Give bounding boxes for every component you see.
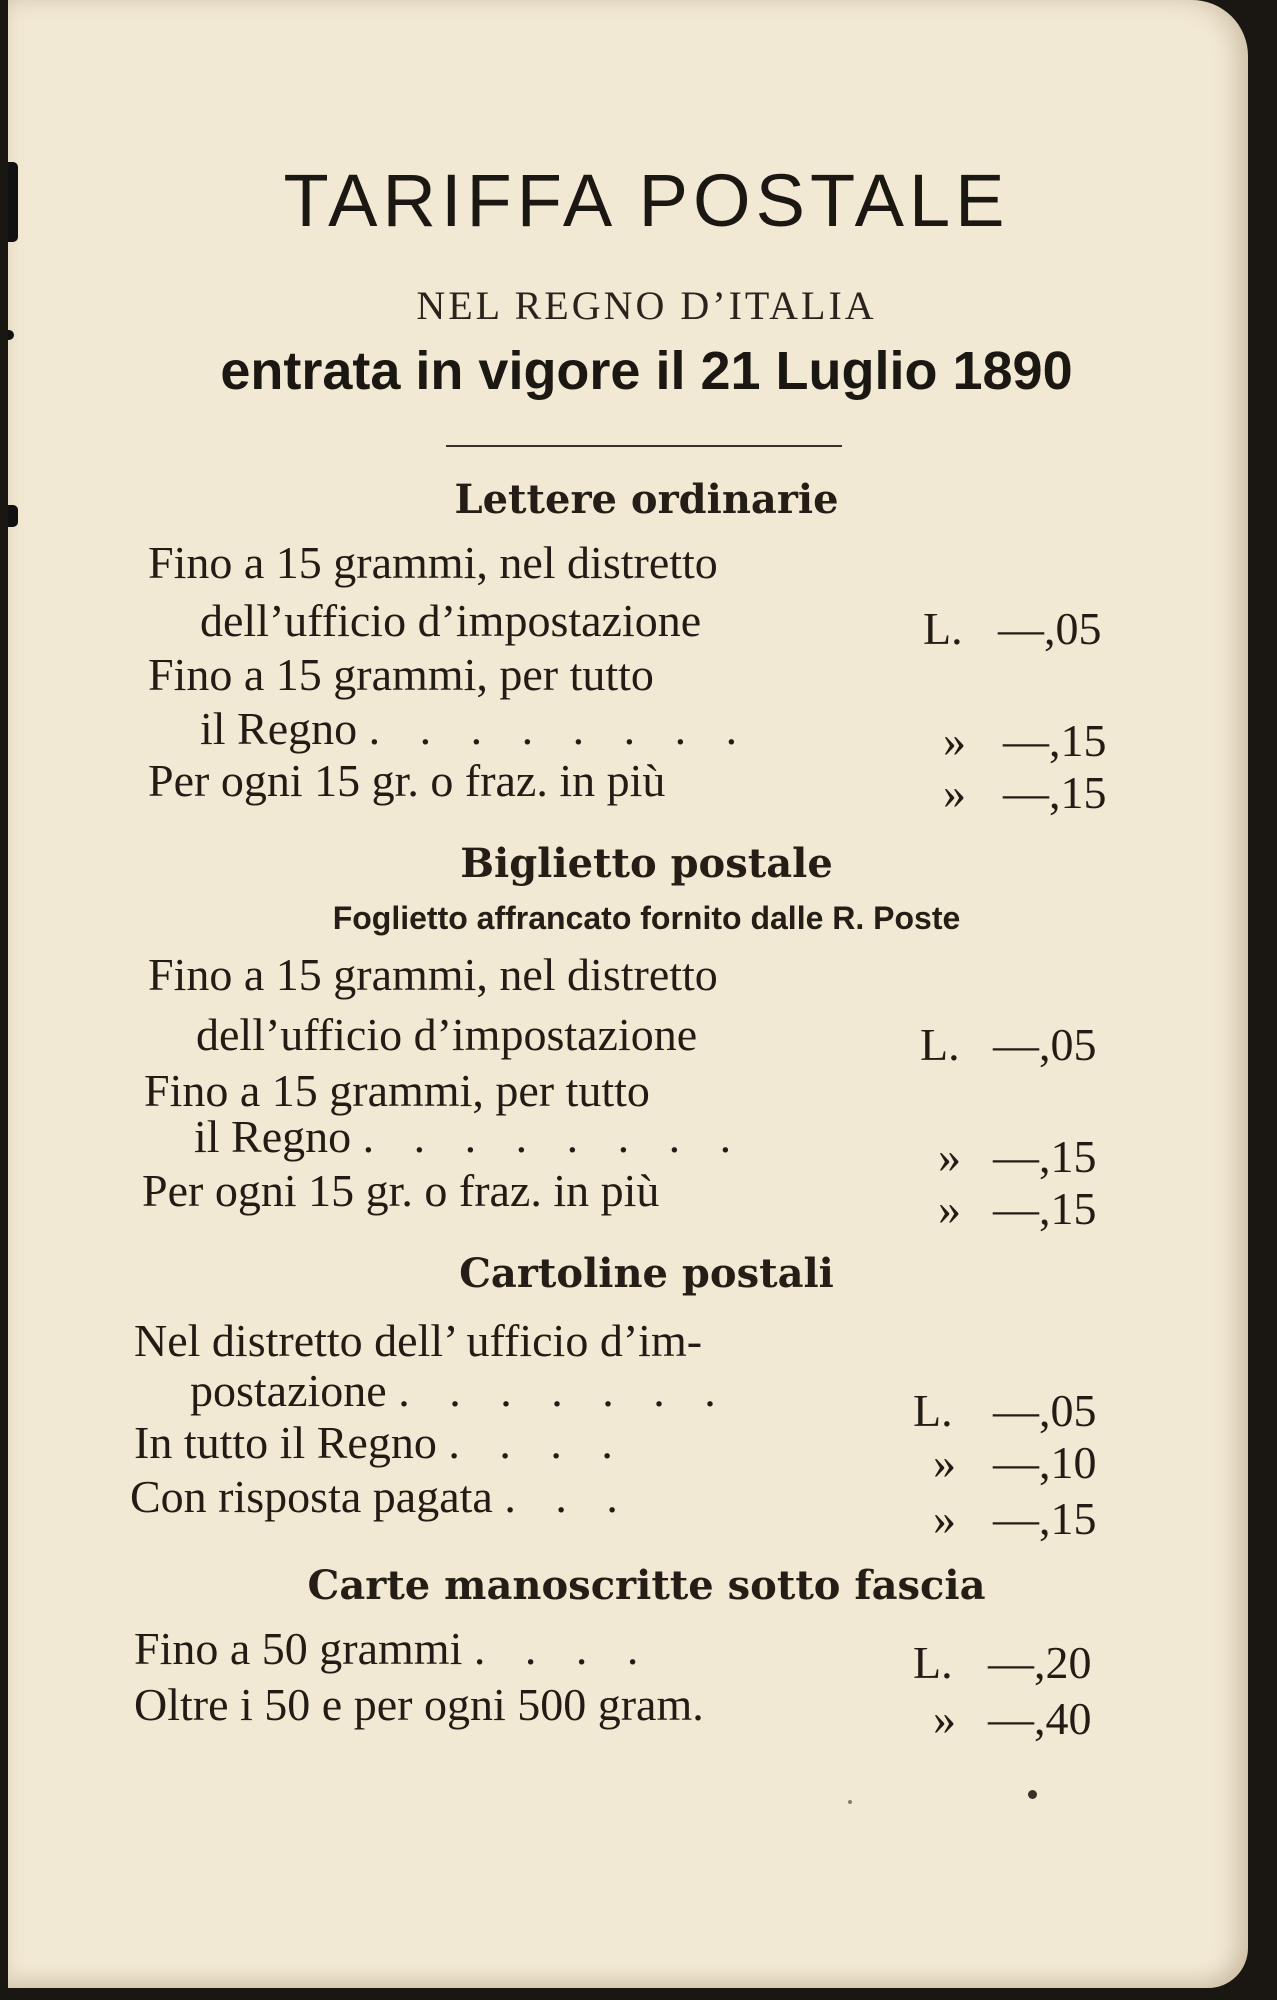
rate-price: —,15 <box>1003 715 1107 766</box>
rate-line-text: In tutto il Regno <box>134 1417 437 1468</box>
rate-price: —,05 <box>993 1019 1097 1070</box>
rate-line <box>190 1365 730 1416</box>
rate-unit: » <box>938 1131 961 1182</box>
ink-speck <box>1028 1790 1037 1799</box>
rate-line <box>134 1417 627 1468</box>
dot-leader: . . . . . . . <box>398 1365 730 1416</box>
rate-price: —,15 <box>993 1493 1097 1544</box>
ink-speck <box>848 1800 852 1804</box>
dot-leader: . . . <box>504 1471 632 1522</box>
rate-line: dell’ufficio d’impostazione <box>200 595 702 646</box>
rate-price: —,15 <box>993 1183 1097 1234</box>
rate-line-text: postazione <box>190 1365 387 1416</box>
rate-line: dell’ufficio d’impostazione <box>196 1009 698 1060</box>
rate-line <box>134 1623 653 1674</box>
rate-line: Per ogni 15 gr. o fraz. in più <box>142 1165 660 1216</box>
rate-line-text: Fino a 50 grammi <box>134 1623 463 1674</box>
rate-unit: » <box>933 1493 956 1544</box>
rate-line: Oltre i 50 e per ogni 500 gram. <box>134 1679 704 1730</box>
rate-unit: » <box>938 1183 961 1234</box>
rate-line: Fino a 15 grammi, per tutto <box>148 649 654 700</box>
dot-leader: . . . . . . . . <box>368 703 752 754</box>
effective-date: entrata in vigore il 21 Luglio 1890 <box>220 341 1073 401</box>
section-title-cartoline: Cartoline postali <box>459 1250 834 1297</box>
dot-leader: . . . . <box>448 1417 627 1468</box>
rate-unit: L. <box>920 1019 960 1070</box>
rate-unit: » <box>943 715 966 766</box>
rate-price: —,20 <box>988 1637 1092 1688</box>
section-title-carte: Carte manoscritte sotto fascia <box>307 1562 986 1609</box>
rate-line-text: il Regno <box>200 703 358 754</box>
rate-price: —,05 <box>993 1385 1097 1436</box>
rate-line: Fino a 15 grammi, per tutto <box>144 1065 650 1116</box>
rate-price: —,15 <box>1003 767 1107 818</box>
rate-price: —,05 <box>998 603 1102 654</box>
rate-line: Per ogni 15 gr. o fraz. in più <box>148 755 666 806</box>
rate-line <box>200 703 752 754</box>
dot-leader: . . . . . . . . <box>362 1111 746 1162</box>
rate-line <box>130 1471 632 1522</box>
rate-line-text: Con risposta pagata <box>130 1471 493 1522</box>
rate-price: —,40 <box>988 1693 1092 1744</box>
binding-hole <box>8 330 14 340</box>
rate-unit: L. <box>913 1637 953 1688</box>
rate-unit: » <box>933 1437 956 1488</box>
subtitle: NEL REGNO D’ITALIA <box>416 283 877 328</box>
divider <box>446 445 842 447</box>
rate-line: Fino a 15 grammi, nel distretto <box>148 537 718 588</box>
dot-leader: . . . . <box>473 1623 653 1674</box>
rate-line: Fino a 15 grammi, nel distretto <box>148 949 718 1000</box>
rate-price: —,15 <box>993 1131 1097 1182</box>
section-title-biglietto: Biglietto postale <box>460 840 833 887</box>
section-title-lettere: Lettere ordinarie <box>454 476 839 523</box>
rate-unit: L. <box>913 1385 953 1436</box>
rate-line-text: il Regno <box>194 1111 352 1162</box>
rate-unit: » <box>933 1693 956 1744</box>
section-note: Foglietto affrancato fornito dalle R. Poste <box>332 900 961 936</box>
rate-line: Nel distretto dell’ ufficio d’im- <box>134 1315 703 1366</box>
postal-tariff-card <box>8 0 1248 1988</box>
rate-line <box>194 1111 746 1162</box>
rate-unit: » <box>943 767 966 818</box>
page-title: TARIFFA POSTALE <box>283 159 1010 242</box>
rate-price: —,10 <box>993 1437 1097 1488</box>
rate-unit: L. <box>923 603 963 654</box>
